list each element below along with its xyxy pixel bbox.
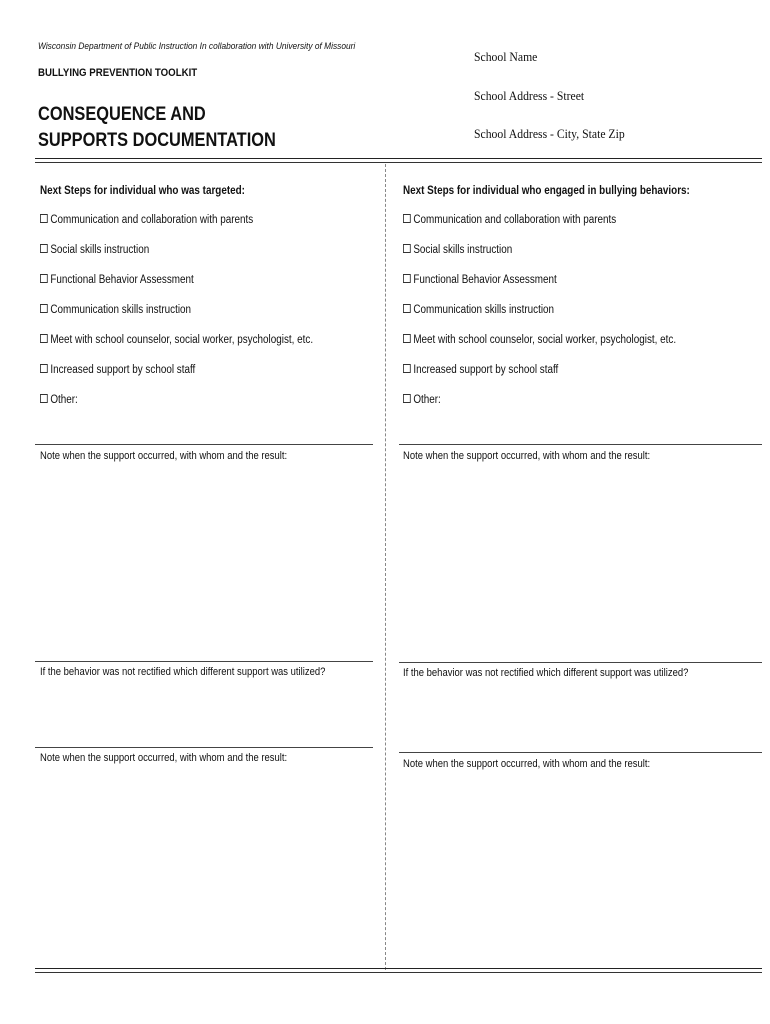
checkbox-icon[interactable] (40, 304, 48, 313)
right-checkbox-item[interactable] (403, 394, 441, 406)
left-checkbox-item[interactable] (40, 274, 194, 286)
left-checkbox-item[interactable] (40, 214, 253, 226)
right-checkbox-label: Meet with school counselor, social worker, psychologist, etc. (413, 334, 677, 346)
right-checkbox-label: Communication skills instruction (413, 304, 555, 316)
left-checkbox-label: Communication skills instruction (50, 304, 192, 316)
checkbox-icon[interactable] (403, 304, 411, 313)
checkbox-icon[interactable] (403, 214, 411, 223)
right-note-field[interactable]: Note when the support occurred, with whom and the result: (403, 450, 651, 462)
right-checkbox-item[interactable] (403, 364, 558, 376)
title-line-1: CONSEQUENCE AND (38, 103, 206, 125)
header-rule-secondary (35, 162, 762, 163)
page-title (38, 101, 276, 153)
left-checkbox-item[interactable] (40, 304, 191, 316)
column-divider (385, 164, 386, 970)
right-checkbox-label: Increased support by school staff (413, 364, 559, 376)
right-question-field[interactable]: If the behavior was not rectified which different support was utilized? (403, 667, 689, 679)
checkbox-icon[interactable] (40, 214, 48, 223)
right-field-divider (399, 444, 762, 445)
right-checkbox-item[interactable] (403, 214, 616, 226)
header-rule (35, 158, 762, 159)
right-field-divider (399, 752, 762, 753)
checkbox-icon[interactable] (40, 364, 48, 373)
left-note-field[interactable]: Note when the support occurred, with whom and the result: (40, 450, 288, 462)
right-checkbox-item[interactable] (403, 274, 557, 286)
school-city-field[interactable]: School Address - City, State Zip (474, 126, 625, 141)
right-checkbox-label: Functional Behavior Assessment (413, 274, 557, 286)
school-name-field[interactable]: School Name (474, 49, 538, 64)
left-checkbox-label: Social skills instruction (50, 244, 150, 256)
checkbox-icon[interactable] (40, 334, 48, 343)
left-checkbox-label: Other: (50, 394, 78, 406)
organization-line: Wisconsin Department of Public Instruction In collaboration with University of Missouri (38, 41, 356, 52)
title-line-2: SUPPORTS DOCUMENTATION (38, 129, 276, 151)
right-checkbox-label: Other: (413, 394, 441, 406)
left-checkbox-label: Increased support by school staff (50, 364, 196, 376)
left-checkbox-item[interactable] (40, 244, 149, 256)
right-checkbox-item[interactable] (403, 304, 554, 316)
left-checkbox-item[interactable] (40, 364, 195, 376)
checkbox-icon[interactable] (403, 274, 411, 283)
checkbox-icon[interactable] (40, 274, 48, 283)
footer-rule (35, 968, 762, 969)
right-checkbox-label: Social skills instruction (413, 244, 513, 256)
left-checkbox-label: Meet with school counselor, social worker, psychologist, etc. (50, 334, 314, 346)
checkbox-icon[interactable] (40, 244, 48, 253)
left-field-divider (35, 661, 373, 662)
left-checkbox-label: Communication and collaboration with parents (50, 214, 254, 226)
checkbox-icon[interactable] (403, 394, 411, 403)
left-field-divider (35, 444, 373, 445)
right-checkbox-label: Communication and collaboration with parents (413, 214, 617, 226)
checkbox-icon[interactable] (403, 364, 411, 373)
left-field-divider (35, 747, 373, 748)
checkbox-icon[interactable] (403, 244, 411, 253)
right-checkbox-item[interactable] (403, 334, 676, 346)
school-street-field[interactable]: School Address - Street (474, 88, 585, 103)
left-note2-field[interactable]: Note when the support occurred, with whom and the result: (40, 752, 288, 764)
left-checkbox-item[interactable] (40, 394, 78, 406)
checkbox-icon[interactable] (40, 394, 48, 403)
right-checkbox-item[interactable] (403, 244, 512, 256)
left-checkbox-label: Functional Behavior Assessment (50, 274, 194, 286)
right-note2-field[interactable]: Note when the support occurred, with whom and the result: (403, 758, 651, 770)
left-question-field[interactable]: If the behavior was not rectified which different support was utilized? (40, 666, 326, 678)
right-field-divider (399, 662, 762, 663)
footer-rule-secondary (35, 972, 762, 973)
left-checkbox-item[interactable] (40, 334, 313, 346)
toolkit-label: BULLYING PREVENTION TOOLKIT (38, 67, 198, 79)
left-column-heading: Next Steps for individual who was targeted: (40, 185, 245, 197)
right-column-heading: Next Steps for individual who engaged in bullying behaviors: (403, 185, 690, 197)
checkbox-icon[interactable] (403, 334, 411, 343)
